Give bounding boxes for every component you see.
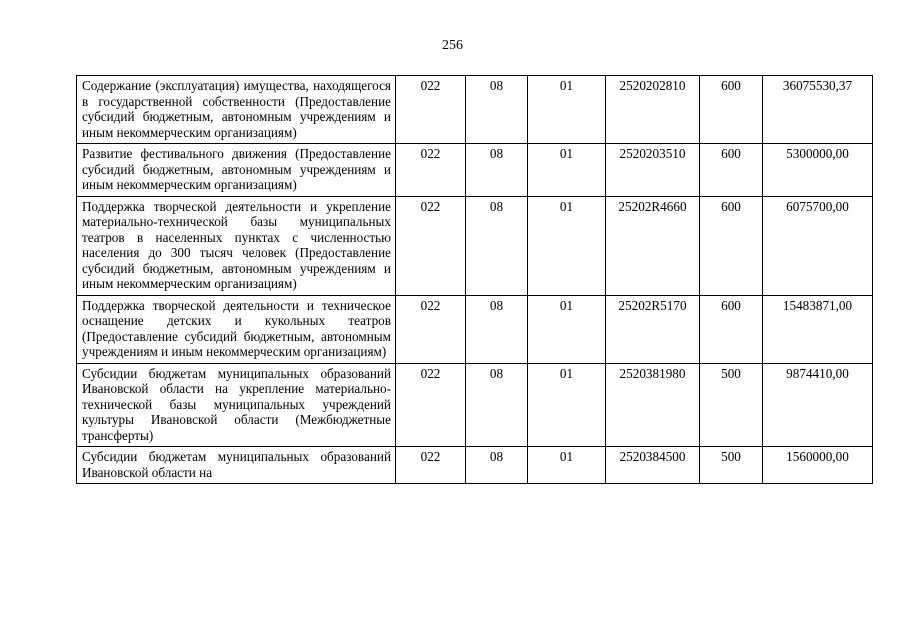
amount: 5300000,00 [763,144,873,197]
section-code: 08 [466,363,528,447]
subsection-code: 01 [528,196,606,295]
expense-type-code: 600 [700,144,763,197]
expense-type-code: 600 [700,196,763,295]
table-row [77,447,873,484]
section-code: 08 [466,76,528,144]
subsection-code: 01 [528,363,606,447]
row-description: Субсидии бюджетам муниципальных образований Ивановской области на укрепление материально-технической базы муниципальных учреждений культуры Ивановской области (Межбюджетные трансферты) [77,363,396,447]
ministry-code: 022 [396,196,466,295]
target-item-code: 25202R4660 [606,196,700,295]
table-row [77,196,873,295]
target-item-code: 25202R5170 [606,295,700,363]
budget-table [76,75,873,484]
section-code: 08 [466,196,528,295]
amount: 15483871,00 [763,295,873,363]
section-code: 08 [466,295,528,363]
subsection-code: 01 [528,447,606,484]
target-item-code: 2520203510 [606,144,700,197]
table-row [77,76,873,144]
amount: 9874410,00 [763,363,873,447]
expense-type-code: 500 [700,363,763,447]
ministry-code: 022 [396,144,466,197]
amount: 6075700,00 [763,196,873,295]
target-item-code: 2520202810 [606,76,700,144]
amount: 1560000,00 [763,447,873,484]
target-item-code: 2520384500 [606,447,700,484]
row-description: Поддержка творческой деятельности и техническое оснащение детских и кукольных театров (Предоставление субсидий бюджетным, автономным учреждениям и иным некоммерческим организациям) [77,295,396,363]
ministry-code: 022 [396,447,466,484]
row-description: Содержание (эксплуатация) имущества, находящегося в государственной собственности (Предоставление субсидий бюджетным, автономным учреждениям и иным некоммерческим организациям) [77,76,396,144]
target-item-code: 2520381980 [606,363,700,447]
expense-type-code: 600 [700,295,763,363]
amount: 36075530,37 [763,76,873,144]
subsection-code: 01 [528,144,606,197]
page-number: 256 [442,38,463,53]
ministry-code: 022 [396,363,466,447]
row-description: Субсидии бюджетам муниципальных образований Ивановской области на [77,447,396,484]
expense-type-code: 600 [700,76,763,144]
ministry-code: 022 [396,76,466,144]
ministry-code: 022 [396,295,466,363]
section-code: 08 [466,144,528,197]
table-row [77,363,873,447]
subsection-code: 01 [528,295,606,363]
subsection-code: 01 [528,76,606,144]
table-row [77,144,873,197]
row-description: Поддержка творческой деятельности и укрепление материально-технической базы муниципальных театров в населенных пунктах с численностью населения до 300 тысяч человек (Предоставление субсидий бюджетным, автономным учреждениям и иным некоммерческим организациям) [77,196,396,295]
row-description: Развитие фестивального движения (Предоставление субсидий бюджетным, автономным учреждениям и иным некоммерческим организациям) [77,144,396,197]
expense-type-code: 500 [700,447,763,484]
table-row [77,295,873,363]
section-code: 08 [466,447,528,484]
